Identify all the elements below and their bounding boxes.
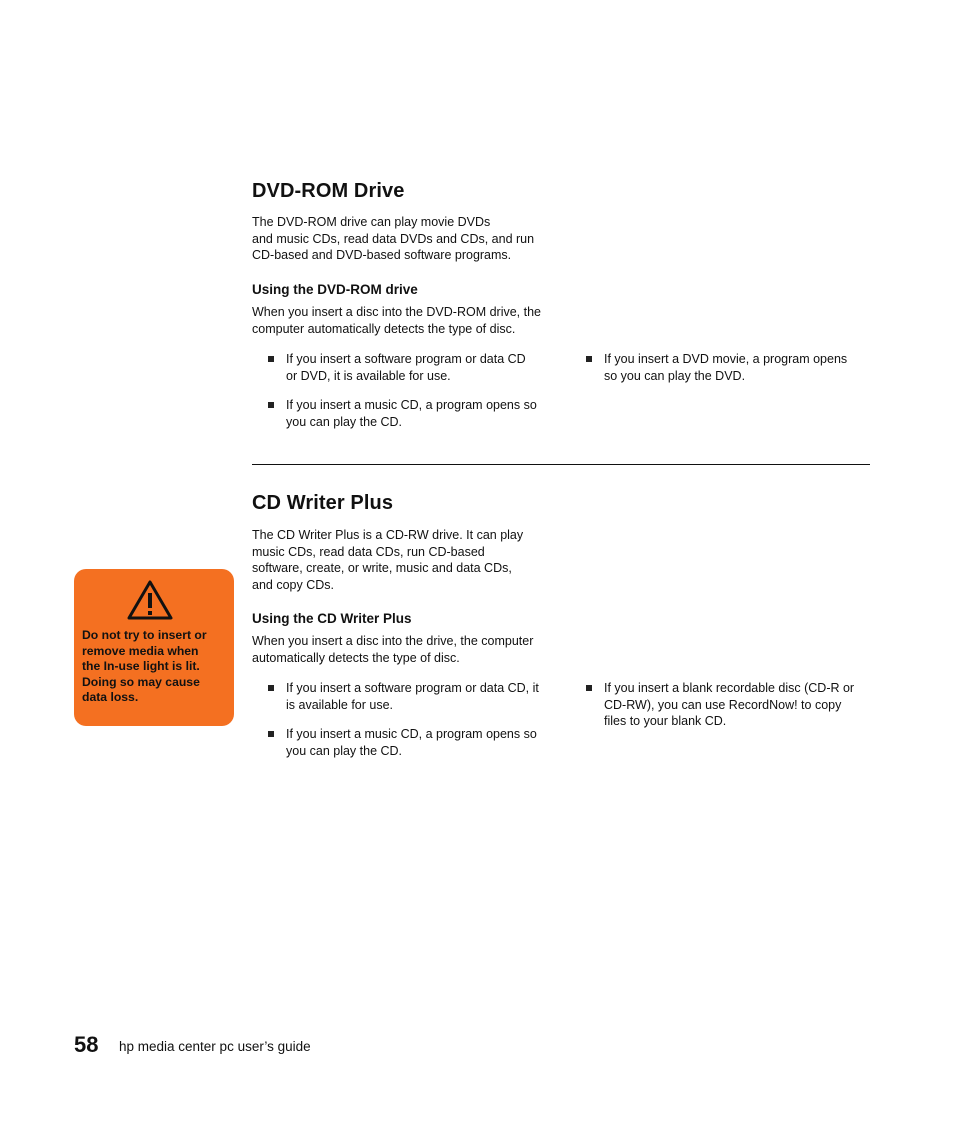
dvd-subhead: Using the DVD-ROM drive [252, 282, 418, 297]
list-item [586, 680, 876, 730]
warning-line: Doing so may cause [82, 674, 200, 689]
warning-line: the In-use light is lit. [82, 659, 200, 674]
cd-subhead: Using the CD Writer Plus [252, 611, 412, 626]
list-item [268, 680, 558, 713]
bullet-text: If you insert a DVD movie, a program opens [604, 352, 848, 366]
warning-line: remove media when [82, 643, 199, 658]
list-item [586, 351, 876, 384]
bullet-text: If you insert a music CD, a program opens so [286, 727, 537, 741]
dvd-sub-intro-line: computer automatically detects the type of disc. [252, 321, 516, 336]
list-item [268, 397, 558, 430]
bullet-text: or DVD, it is available for use. [286, 368, 451, 383]
cd-intro-line: software, create, or write, music and data CDs, [252, 561, 512, 575]
bullet-text: If you insert a software program or data CD, it [286, 681, 539, 695]
bullet-square-icon [586, 685, 592, 691]
dvd-sub-intro-line: When you insert a disc into the DVD-ROM drive, the [252, 305, 542, 319]
bullet-square-icon [268, 356, 274, 362]
bullet-square-icon [268, 731, 274, 737]
page-number: 58 [74, 1032, 99, 1057]
warning-triangle-icon [126, 579, 174, 621]
cd-section-title: CD Writer Plus [252, 492, 394, 514]
bullet-text: so you can play the DVD. [604, 368, 746, 383]
bullet-square-icon [268, 402, 274, 408]
cd-sub-intro-line: automatically detects the type of disc. [252, 650, 460, 665]
warning-line: Do not try to insert or [82, 628, 207, 642]
warning-callout [74, 569, 234, 726]
dvd-intro-line: The DVD-ROM drive can play movie DVDs [252, 215, 491, 229]
dvd-intro-line: and music CDs, read data DVDs and CDs, and run [252, 231, 535, 246]
bullet-text: you can play the CD. [286, 743, 403, 758]
dvd-sub-intro [252, 304, 541, 337]
bullet-text: CD-RW), you can use RecordNow! to copy [604, 697, 842, 712]
dvd-intro [252, 214, 534, 264]
bullet-text: you can play the CD. [286, 414, 403, 429]
list-item [268, 351, 558, 384]
bullet-text: files to your blank CD. [604, 714, 727, 728]
cd-intro-line: and copy CDs. [252, 577, 334, 592]
list-item [268, 726, 558, 759]
bullet-text: If you insert a software program or data CD [286, 352, 526, 366]
bullet-text: is available for use. [286, 697, 394, 712]
guide-title: hp media center pc user’s guide [119, 1039, 311, 1054]
bullet-square-icon [586, 356, 592, 362]
cd-sub-intro [252, 633, 533, 666]
warning-line: data loss. [82, 690, 139, 705]
dvd-section-title: DVD-ROM Drive [252, 180, 405, 202]
cd-intro-line: The CD Writer Plus is a CD-RW drive. It can play [252, 528, 524, 542]
cd-sub-intro-line: When you insert a disc into the drive, the computer [252, 634, 534, 648]
bullet-square-icon [268, 685, 274, 691]
bullet-text: If you insert a music CD, a program opens so [286, 398, 537, 412]
cd-intro [252, 527, 523, 593]
warning-text [82, 628, 230, 706]
bullet-text: If you insert a blank recordable disc (CD-R or [604, 681, 855, 695]
dvd-intro-line: CD-based and DVD-based software programs. [252, 248, 512, 262]
cd-intro-line: music CDs, read data CDs, run CD-based [252, 544, 485, 559]
section-divider [252, 464, 870, 465]
